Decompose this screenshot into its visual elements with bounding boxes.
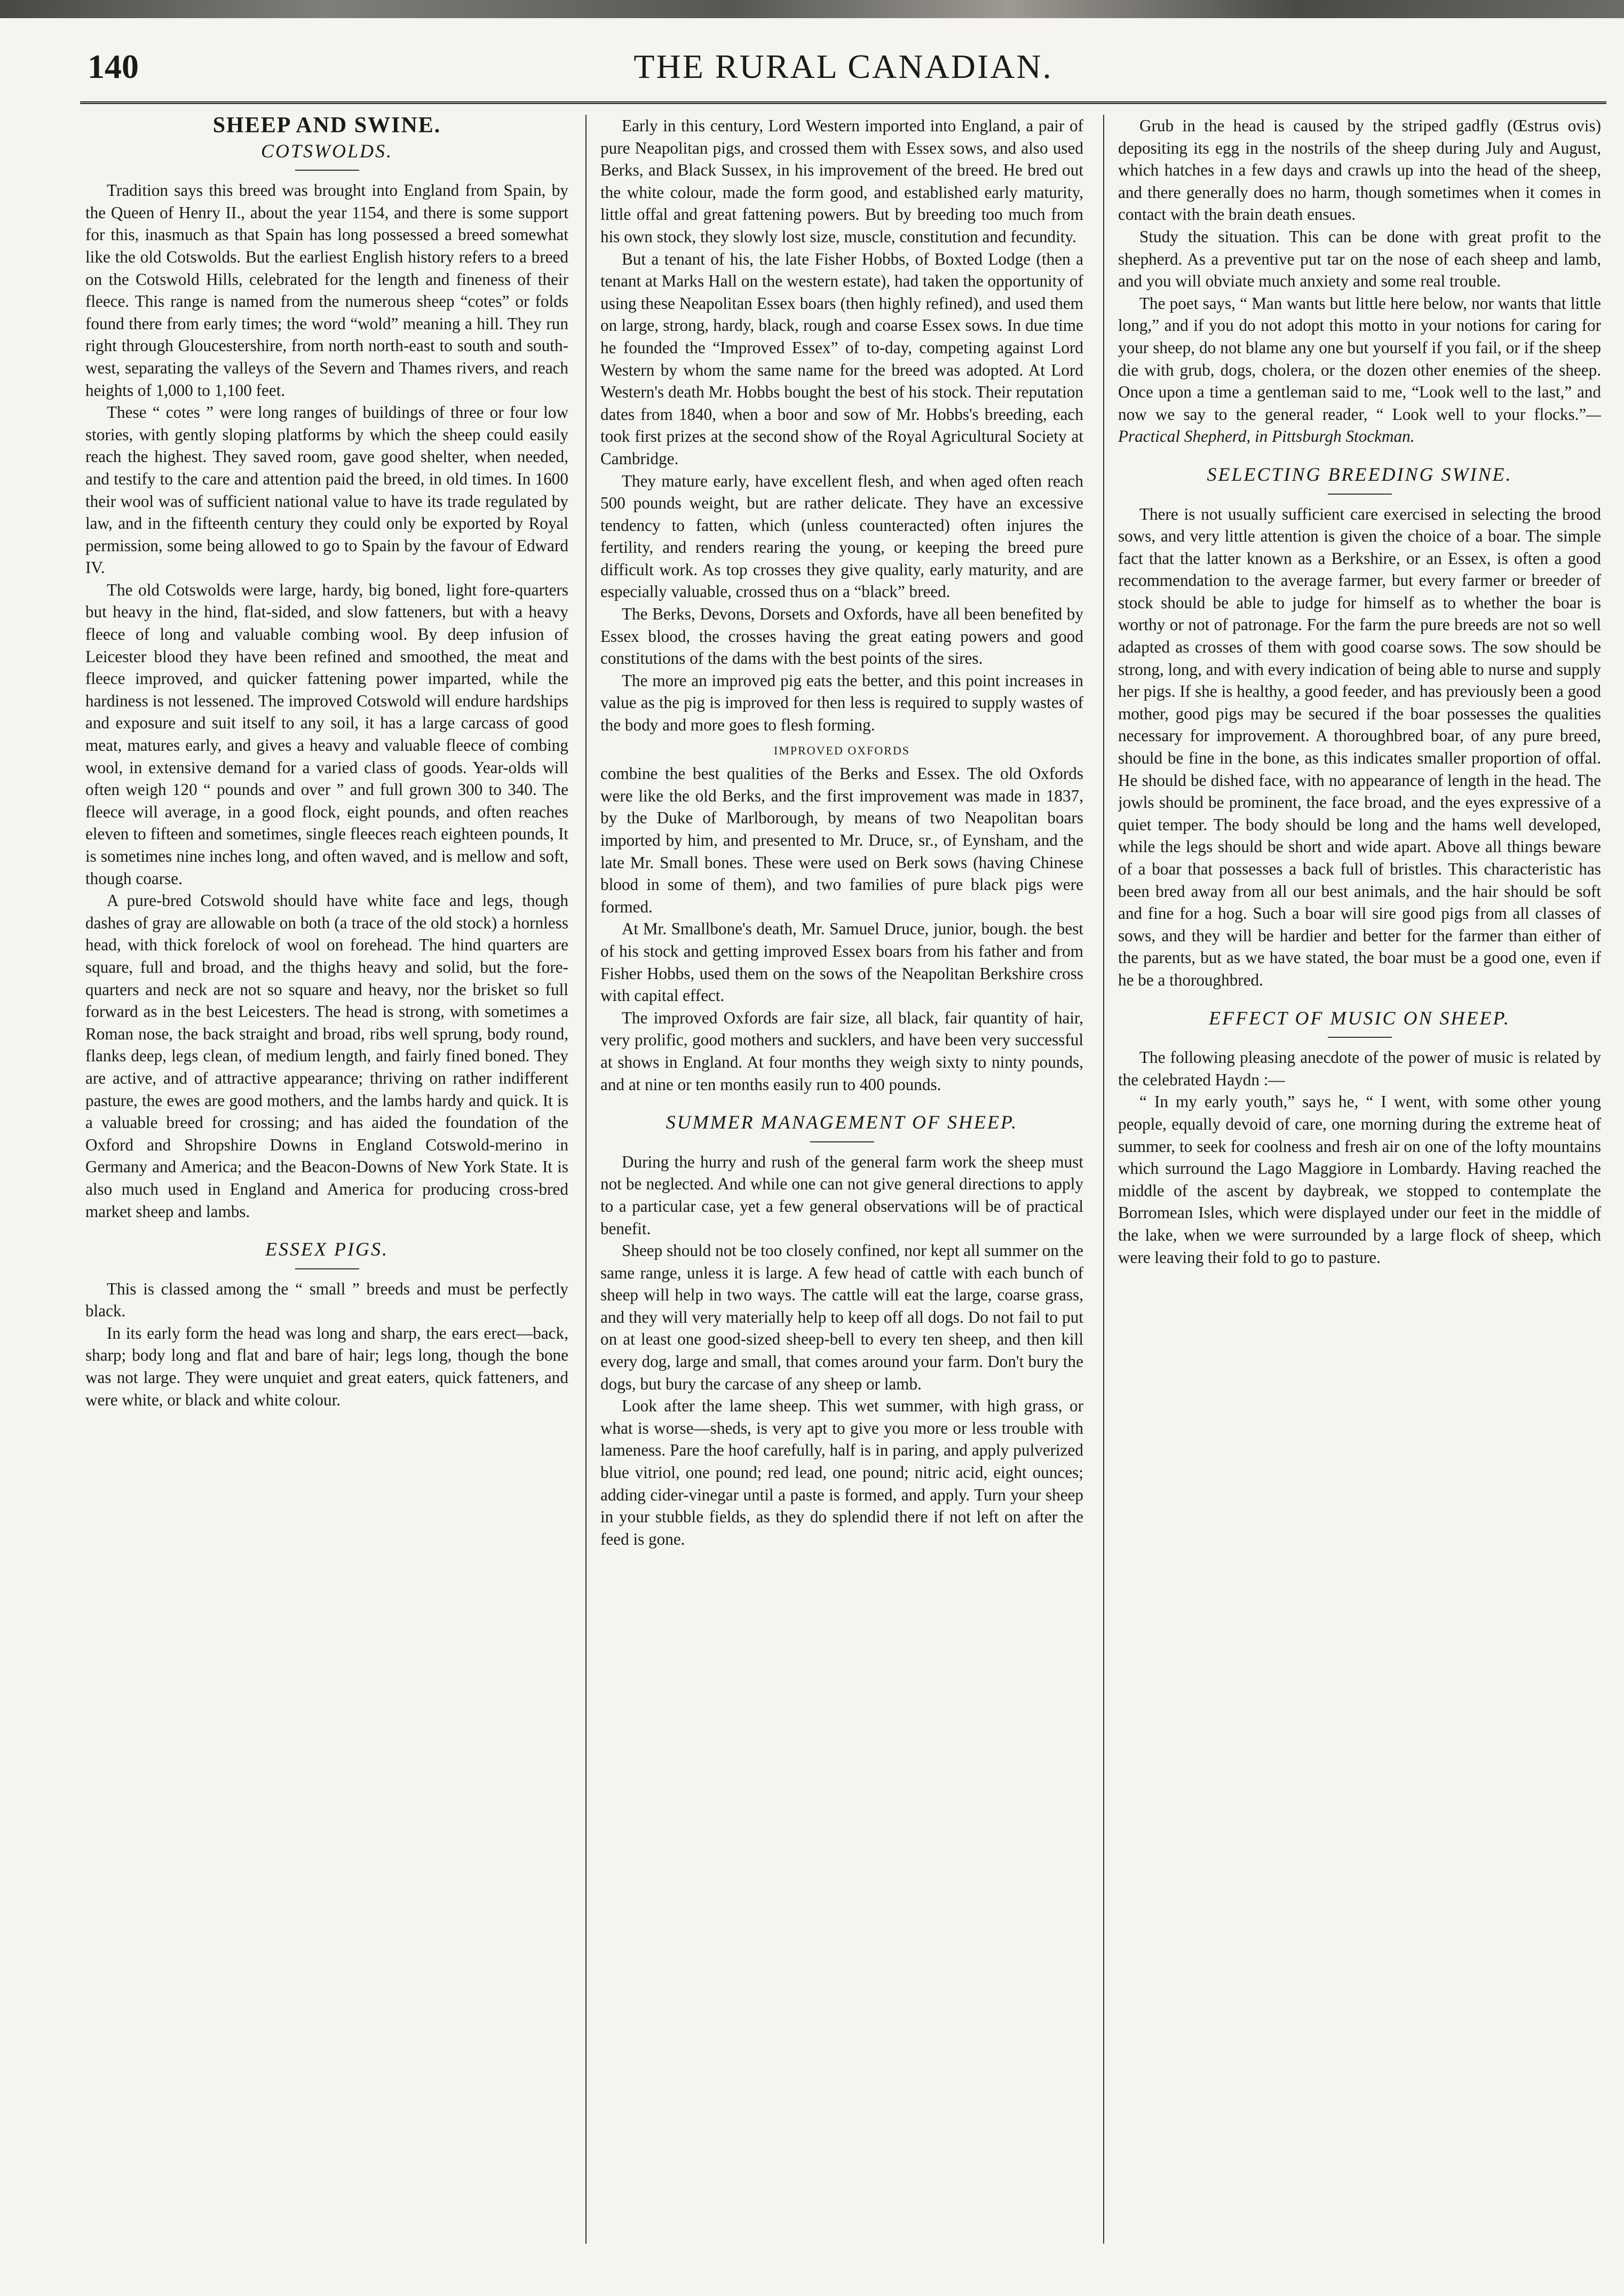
- paragraph: Sheep should not be too closely confined, nor kept all summer on the same range, unless it is large. A few head of cattle with each bunch of sheep will help in two ways. The cattle will eat the large, coarse grass, and they will very materially help to keep off all dogs. Do not fail to put on at least one good-sized sheep-bell to every ten sheep, and then kill every dog, large and small, that comes around your farm. Don't bury the dogs, but bury the carcase of any sheep or lamb.: [600, 1241, 1083, 1393]
- article-title-selecting-swine: SELECTING BREEDING SWINE.: [1207, 463, 1512, 485]
- divider: [1328, 494, 1392, 495]
- divider: [295, 170, 359, 171]
- article-title-summer-management: SUMMER MANAGEMENT OF SHEEP.: [666, 1111, 1018, 1133]
- paragraph: The Berks, Devons, Dorsets and Oxfords, have all been benefited by Essex blood, the crosses having the great eating powers and good constitutions of the dams with the best points of the sires.: [600, 605, 1083, 668]
- paragraph: But a tenant of his, the late Fisher Hobbs, of Boxted Lodge (then a tenant at Marks Hall on the western estate), had taken the opportunity of using these Neapolitan Essex boars (then highly refined), and used them on large, strong, hardy, black, rough and coarse Essex sows. In due time he founded the “Improved Essex” of to-day, competing against Lord Western by whom the same name for the breed was adopted. At Lord Western's death Mr. Hobbs bought the best of his stock. Their reputation dates from 1840, when a boor and sow of Mr. Hobbs's breeding, each took first prizes at the second show of the Royal Agricultural Society at Cambridge.: [600, 249, 1083, 468]
- paragraph: These “ cotes ” were long ranges of buildings of three or four low stories, with gently sloping platforms by which the sheep could easily reach the highest. They saved room, gave good shelter, when needed, and testify to the care and attention paid the breed, in old times. In 1600 their wool was of sufficient national value to have its trade regulated by law, and in the fifteenth century they could only be exported by Royal permission, some being allowed to go to Spain by the favour of Edward IV.: [85, 403, 568, 577]
- masthead: THE RURAL CANADIAN.: [633, 47, 1053, 85]
- paragraph: Study the situation. This can be done with great profit to the shepherd. As a preventive put tar on the nose of each sheep and lamb, and you will obviate much anxiety and some real trouble.: [1118, 227, 1601, 291]
- newspaper-page: [80, 21, 1606, 2273]
- paragraph: During the hurry and rush of the general farm work the sheep must not be neglected. And while one can not give general directions to apply to a particular case, yet a few general observations will be of practical benefit.: [600, 1152, 1083, 1238]
- paragraph: This is classed among the “ small ” breeds and must be perfectly black.: [85, 1279, 568, 1321]
- paragraph: [1118, 292, 1601, 448]
- divider: [810, 1141, 874, 1142]
- divider: [1328, 1037, 1392, 1038]
- paragraph: combine the best qualities of the Berks and Essex. The old Oxfords were like the old Berks, and the first improvement was made in 1837, by the Duke of Marlborough, by means of two Neapolitan boars imported by him, and presented to Mr. Druce, sr., of Eynsham, and the late Mr. Small bones. These were used on Berk sows (having Chinese blood in some of them), and two families of pure black pigs were formed.: [600, 764, 1083, 916]
- page-number: 140: [88, 47, 139, 85]
- scan-edge: [0, 0, 1624, 18]
- paragraph: “ In my early youth,” says he, “ I went, with some other young people, equally devoid of care, one morning during the extreme heat of summer, to seek for coolness and fresh air on one of the lofty mountains which surround the Lago Maggiore in Lombardy. Having reached the middle of the ascent by daybreak, we stopped to contemplate the Borromean Isles, which were displayed under our feet in the middle of the lake, when we were surrounded by a large flock of sheep, which were leaving their fold to go to pasture.: [1118, 1092, 1601, 1267]
- column-2: [600, 115, 1083, 2270]
- paragraph: The following pleasing anecdote of the power of music is related by the celebrated Haydn :—: [1118, 1048, 1601, 1089]
- article-title-essex-pigs: ESSEX PIGS.: [265, 1238, 389, 1260]
- paragraph: Grub in the head is caused by the striped gadfly (Œstrus ovis) depositing its egg in the nostrils of the sheep during July and August, which hatches in a few days and crawls up into the head of the sheep, and there generally does no harm, though sometimes when it comes in contact with the brain death ensues.: [1118, 116, 1601, 224]
- column-1: [85, 115, 568, 2270]
- paragraph-text: The poet says, “ Man wants but little here below, nor wants that little long,” and if you do not adopt this motto in your notions for caring for your sheep, do not blame any one but yourself if you fail, or if the sheep die with grub, dogs, cholera, or the dozen other enemies of the sheep. Once upon a time a gentleman said to me, “Look well to the last,” and now we say to the general reader, “ Look well to your flocks.”: [1118, 293, 1601, 424]
- article-credit: —Practical Shepherd, in Pittsburgh Stockman.: [1118, 404, 1601, 446]
- paragraph: There is not usually sufficient care exercised in selecting the brood sows, and very little attention is given the choice of a boar. The simple fact that the latter known as a Berkshire, or an Essex, is often a good recommendation to the average farmer, but every farmer or breeder of stock should be able to judge for himself as to whether the boar is worthy or not of patronage. For the farm the pure breeds are not so well adapted as crosses of them with good coarse sows. The sow should be strong, long, and with every indication of being able to nurse and supply her pigs. If she is healthy, a good feeder, and has previously been a good mother, good pigs may be secured if the boar possesses the qualities necessary for improvement. A thoroughbred boar, of any pure breed, should be fine in the bone, as this indicates smaller proportion of offal. He should be dished face, with no appearance of length in the head. The jowls should be prominent, the face broad, and the eyes expressive of a quiet temper. The body should be long and the hams well developed, while the legs should be short and wide apart. Above all things beware of a boar that possesses a back full of bristles. This characteristic has been bred away from all our best animals, and the hair should be soft and fine for a hog. Such a boar will sire good pigs from all classes of sows, and they will be hardier and better for the farmer than either of the parents, but as we have stated, the boar must be a good one, even if he be a thoroughbred.: [1118, 504, 1601, 989]
- columns: [80, 115, 1606, 2270]
- paragraph: They mature early, have excellent flesh, and when aged often reach 500 pounds weight, but are rather delicate. They have an excessive tendency to fatten, which (unless counteracted) often injures the fertility, and renders rearing the young, or keeping the breed pure difficult work. As top crosses they give quality, early maturity, and are especially valuable, crossed thus on a “black” breed.: [600, 471, 1083, 601]
- paragraph: Tradition says this breed was brought into England from Spain, by the Queen of Henry II., about the year 1154, and there is some support for this, inasmuch as that Spain has long possessed a breed somewhat like the old Cotswolds. But the earliest English history refers to a breed on the Cotswold Hills, celebrated for the length and fineness of their fleece. This range is named from the numerous sheep “cotes” or folds found there from early times; the word “wold” meaning a hill. They run right through Gloucestershire, from north north-east to south and south-west, separating the valleys of the Severn and Thames rivers, and reach heights of 1,000 to 1,100 feet.: [85, 181, 568, 400]
- subheading-improved-oxfords: IMPROVED OXFORDS: [773, 743, 910, 757]
- column-3: [1118, 115, 1601, 2270]
- paragraph: At Mr. Smallbone's death, Mr. Samuel Druce, junior, bough. the best of his stock and getting improved Essex boars from his father and from Fisher Hobbs, used them on the sows of the Neapolitan Berkshire cross with capital effect.: [600, 919, 1083, 1005]
- paragraph: In its early form the head was long and sharp, the ears erect—back, sharp; body long and flat and bare of hair; legs long, though the bone was not large. They were unquiet and great eaters, quick fatteners, and were white, or black and white colour.: [85, 1323, 568, 1409]
- paragraph: Early in this century, Lord Western imported into England, a pair of pure Neapolitan pigs, and crossed them with Essex sows, and also used Berks, and Black Sussex, in his improvement of the breed. He bred out the white colour, made the form good, and established early maturity, little offal and great fattening powers. But by breeding too much from his own stock, they slowly lost size, muscle, constitution and fecundity.: [600, 116, 1083, 246]
- divider: [295, 1268, 359, 1269]
- article-title-music-sheep: EFFECT OF MUSIC ON SHEEP.: [1209, 1007, 1510, 1029]
- section-title: SHEEP AND SWINE.: [212, 115, 441, 138]
- paragraph: The improved Oxfords are fair size, all black, fair quantity of hair, very prolific, good mothers and sucklers, and have been very successful at shows in England. At four months they weigh sixty to ninty pounds, and at nine or ten months easily run to 400 pounds.: [600, 1008, 1083, 1094]
- page-header: [80, 43, 1606, 104]
- paragraph: The old Cotswolds were large, hardy, big boned, light fore-quarters but heavy in the hind, flat-sided, and slow fatteners, but with a heavy fleece of long and valuable combing wool. By deep infusion of Leicester blood they have been refined and smoothed, the meat and fleece improved, and quicker fattening power imparted, while the hardiness is not lessened. The improved Cotswold will endure hardships and exposure and suit itself to any soil, it has a large carcass of good meat, matures early, and gives a heavy and valuable fleece of combing wool, in extensive demand for a varied class of goods. Year-olds will often weigh 120 “ pounds and over ” and full grown 300 to 340. The fleece will average, in a good flock, eight pounds, and often reaches eleven to fifteen and sometimes, single fleeces reach eighteen pounds, It is sometimes nine inches long, and often waved, and is mellow and soft, though coarse.: [85, 580, 568, 888]
- paragraph: Look after the lame sheep. This wet summer, with high grass, or what is worse—sheds, is very apt to give you more or less trouble with lameness. Pare the hoof carefully, half is in paring, and apply pulverized blue vitriol, one pound; red lead, one pound; nitric acid, eight ounces; adding cider-vinegar until a paste is formed, and apply. Turn your sheep in your stubble fields, as they do splendid there if not left on after the feed is gone.: [600, 1396, 1083, 1548]
- article-title-cotswolds: COTSWOLDS.: [260, 140, 393, 162]
- paragraph: A pure-bred Cotswold should have white face and legs, though dashes of gray are allowable on both (a trace of the old stock) a hornless head, with thick forelock of wool on forehead. The hind quarters are square, full and broad, and the thighs heavy and solid, but the fore-quarters and neck are not so square and heavy, nor the brisket so full forward as in the best Leicesters. The head is strong, with sometimes a Roman nose, the back straight and broad, ribs well sprung, body round, flanks deep, legs clean, of medium length, and fairly fined boned. They are active, and of attractive appearance; thriving on rather indifferent pasture, the ewes are good mothers, and the lambs hardy and quick. It is a valuable breed for crossing; and has aided the foundation of the Oxford and Shropshire Downs in England Cotswold-merino in Germany and America; and the Beacon-Downs of New York State. It is also much used in England and America for producing cross-bred market sheep and lambs.: [85, 891, 568, 1221]
- paragraph: The more an improved pig eats the better, and this point increases in value as the pig is improved for then less is required to supply wastes of the body and more goes to flesh forming.: [600, 671, 1083, 735]
